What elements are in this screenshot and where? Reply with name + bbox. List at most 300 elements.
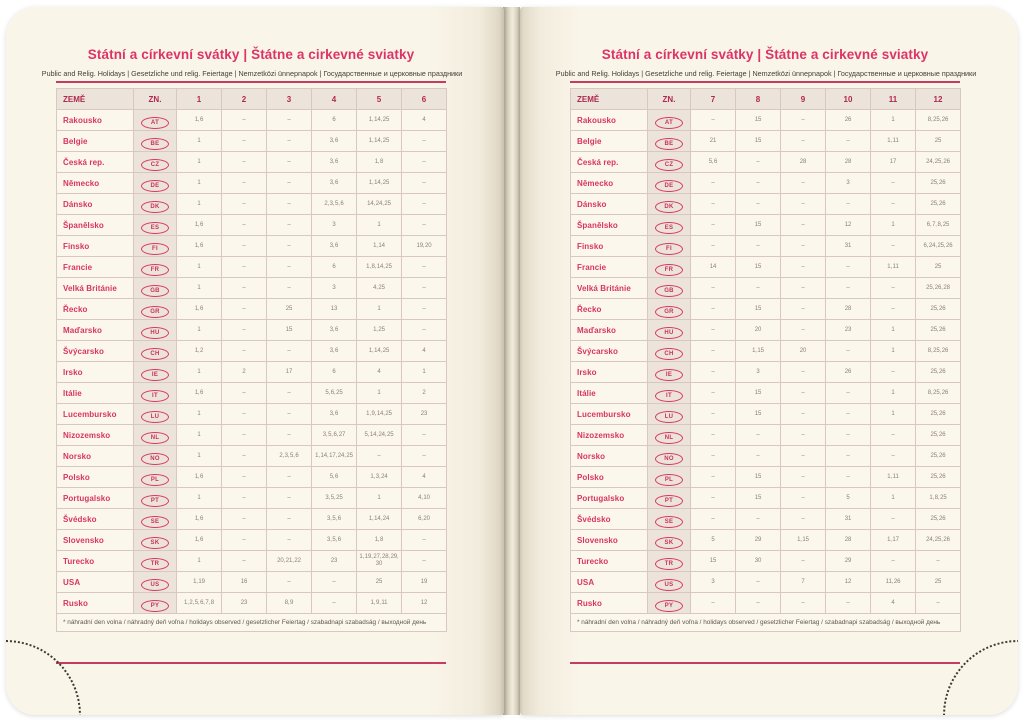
country-code-cell — [134, 236, 177, 257]
country-code-cell — [134, 173, 177, 194]
holiday-days-cell: – — [222, 320, 267, 341]
holiday-days-cell: 25, 26 — [916, 404, 961, 425]
holiday-days-cell: 25, 26 — [916, 467, 961, 488]
holiday-days-cell: – — [267, 173, 312, 194]
code-column-header: ZN. — [134, 89, 177, 110]
table-row — [57, 593, 447, 614]
holiday-days-cell: 25, 26 — [916, 425, 961, 446]
holiday-days-cell: 1 — [871, 341, 916, 362]
country-code-cell — [648, 572, 691, 593]
holiday-days-cell: 5 — [691, 530, 736, 551]
holiday-days-cell: – — [222, 110, 267, 131]
country-name: Maďarsko — [571, 320, 648, 341]
holiday-days-cell: – — [826, 194, 871, 215]
holiday-days-cell: 25 — [916, 257, 961, 278]
country-code-cell — [134, 488, 177, 509]
country-code-cell — [648, 551, 691, 572]
holiday-days-cell: – — [267, 488, 312, 509]
holiday-days-cell: 1, 15 — [781, 530, 826, 551]
holiday-days-cell: 14 — [691, 257, 736, 278]
country-code-badge: AT — [655, 117, 683, 129]
table-row — [57, 362, 447, 383]
holiday-days-cell: 1 — [402, 362, 447, 383]
month-column-header: 2 — [222, 89, 267, 110]
table-row — [57, 320, 447, 341]
country-name: Lucembursko — [57, 404, 134, 425]
table-row — [571, 194, 961, 215]
table-row — [571, 509, 961, 530]
holiday-days-cell: 25, 26 — [916, 299, 961, 320]
table-row — [571, 215, 961, 236]
holiday-days-cell: 1 — [177, 320, 222, 341]
table-row — [57, 173, 447, 194]
holiday-days-cell: 28 — [826, 530, 871, 551]
country-code-badge: SE — [655, 516, 683, 528]
header-row — [571, 89, 961, 110]
country-name: Dánsko — [57, 194, 134, 215]
country-code-badge: PL — [655, 474, 683, 486]
table-row — [57, 488, 447, 509]
holiday-days-cell: 1 — [357, 299, 402, 320]
holiday-days-cell: 8, 25, 26 — [916, 341, 961, 362]
country-code-cell — [134, 446, 177, 467]
holiday-days-cell: – — [826, 257, 871, 278]
holiday-days-cell: 14, 24, 25 — [357, 194, 402, 215]
diary-page-left — [6, 7, 504, 715]
table-row — [571, 404, 961, 425]
holiday-days-cell: – — [267, 152, 312, 173]
country-name: Maďarsko — [57, 320, 134, 341]
holiday-days-cell: 5, 6, 25 — [312, 383, 357, 404]
country-code-cell — [648, 509, 691, 530]
holiday-days-cell: 1, 6 — [177, 215, 222, 236]
country-code-badge: IT — [141, 390, 169, 402]
country-name: Německo — [571, 173, 648, 194]
holiday-days-cell: – — [781, 488, 826, 509]
footer-rule — [570, 662, 960, 664]
holiday-days-cell: 3, 5, 6 — [312, 509, 357, 530]
holiday-days-cell: 15 — [691, 551, 736, 572]
holiday-days-cell: – — [222, 341, 267, 362]
holiday-days-cell: 1, 2 — [177, 341, 222, 362]
page-subtitle: Public and Relig. Holidays | Gesetzliche und relig. Feiertage | Nemzetközi ünnepnapok | Государственные и церковные праздники — [41, 69, 463, 78]
diary-page-right — [520, 7, 1018, 715]
holiday-days-cell: 25, 26 — [916, 362, 961, 383]
holiday-days-cell: – — [781, 593, 826, 614]
table-row — [57, 446, 447, 467]
country-code-cell — [648, 425, 691, 446]
country-name: Dánsko — [571, 194, 648, 215]
holiday-days-cell: 3 — [826, 173, 871, 194]
holiday-days-cell: – — [781, 194, 826, 215]
table-row — [571, 173, 961, 194]
holiday-days-cell: – — [312, 593, 357, 614]
holiday-days-cell: – — [781, 278, 826, 299]
holiday-days-cell: 1 — [357, 383, 402, 404]
country-code-badge: FI — [141, 243, 169, 255]
holiday-days-cell: – — [402, 551, 447, 572]
holiday-days-cell: – — [781, 320, 826, 341]
holiday-days-cell: – — [691, 236, 736, 257]
country-name: Česká rep. — [571, 152, 648, 173]
country-name: Belgie — [571, 131, 648, 152]
holiday-days-cell: 15 — [736, 488, 781, 509]
country-code-badge: TR — [655, 558, 683, 570]
holiday-days-cell: 8, 9 — [267, 593, 312, 614]
holiday-days-cell: 1, 11 — [871, 467, 916, 488]
holiday-days-cell: – — [781, 173, 826, 194]
holiday-days-cell: 6 — [312, 362, 357, 383]
country-code-badge: DE — [141, 180, 169, 192]
holiday-days-cell: – — [871, 194, 916, 215]
holiday-days-cell: – — [871, 278, 916, 299]
holiday-days-cell: 3, 6 — [312, 131, 357, 152]
holiday-days-cell: 25 — [916, 572, 961, 593]
holiday-days-cell: – — [691, 362, 736, 383]
country-code-cell — [648, 110, 691, 131]
holiday-days-cell: 1 — [177, 173, 222, 194]
holiday-days-cell: 1 — [177, 131, 222, 152]
holiday-days-cell: 12 — [826, 572, 871, 593]
holiday-days-cell: 30 — [736, 551, 781, 572]
holiday-days-cell: 1, 14, 17, 24, 25 — [312, 446, 357, 467]
holiday-days-cell: 4 — [402, 110, 447, 131]
holiday-days-cell: 6 — [312, 257, 357, 278]
holiday-days-cell: – — [267, 194, 312, 215]
holiday-days-cell: – — [871, 509, 916, 530]
country-code-cell — [134, 467, 177, 488]
holiday-days-cell: – — [736, 593, 781, 614]
holiday-days-cell: 26 — [826, 110, 871, 131]
holiday-days-cell: 4, 25 — [357, 278, 402, 299]
holiday-days-cell: – — [402, 215, 447, 236]
month-column-header: 10 — [826, 89, 871, 110]
holiday-days-cell: 29 — [736, 530, 781, 551]
holiday-days-cell: 1 — [177, 152, 222, 173]
footnote-text: * náhradní den volna / náhradný deň voľna / holidays observed / gesetzlicher Feiertag / szabadnapi szabadság / выходной день — [571, 614, 961, 632]
holiday-days-cell: – — [781, 383, 826, 404]
holiday-days-cell: 1, 9, 14, 25 — [357, 404, 402, 425]
holiday-days-cell: 3, 5, 25 — [312, 488, 357, 509]
country-code-cell — [134, 194, 177, 215]
holiday-days-cell: – — [402, 152, 447, 173]
country-code-badge: US — [141, 579, 169, 591]
holiday-days-cell: 23 — [222, 593, 267, 614]
holiday-days-cell: 1, 6 — [177, 467, 222, 488]
holiday-days-cell: 1, 6 — [177, 110, 222, 131]
table-row — [57, 572, 447, 593]
holiday-days-cell: 1, 9, 11 — [357, 593, 402, 614]
holiday-days-cell: 12 — [402, 593, 447, 614]
country-code-badge: DK — [655, 201, 683, 213]
country-code-cell — [648, 383, 691, 404]
holiday-days-cell: 3, 6 — [312, 152, 357, 173]
country-code-cell — [648, 173, 691, 194]
holiday-days-cell: 1 — [871, 404, 916, 425]
country-name: Turecko — [57, 551, 134, 572]
holiday-days-cell: 8, 25, 26 — [916, 110, 961, 131]
holiday-days-cell: 6, 7, 8, 25 — [916, 215, 961, 236]
holiday-days-cell: 1 — [871, 488, 916, 509]
table-row — [571, 152, 961, 173]
holiday-days-cell: – — [222, 299, 267, 320]
holiday-days-cell: – — [691, 425, 736, 446]
country-code-badge: IT — [655, 390, 683, 402]
holiday-days-cell: 25, 26 — [916, 320, 961, 341]
holiday-days-cell: – — [736, 152, 781, 173]
table-row — [57, 215, 447, 236]
country-name: Německo — [57, 173, 134, 194]
country-code-cell — [648, 131, 691, 152]
country-name: Velká Británie — [571, 278, 648, 299]
holiday-days-cell: 15 — [736, 131, 781, 152]
country-name: Velká Británie — [57, 278, 134, 299]
holiday-days-cell: – — [222, 509, 267, 530]
country-code-cell — [648, 362, 691, 383]
holiday-days-cell: 19 — [402, 572, 447, 593]
holiday-days-cell: 1, 3, 24 — [357, 467, 402, 488]
holiday-days-cell: 31 — [826, 236, 871, 257]
month-column-header: 5 — [357, 89, 402, 110]
country-code-cell — [134, 320, 177, 341]
holiday-days-cell: – — [222, 530, 267, 551]
holiday-days-cell: – — [402, 446, 447, 467]
holiday-days-cell: 6, 20 — [402, 509, 447, 530]
holiday-days-cell: – — [781, 131, 826, 152]
holiday-days-cell: 25 — [916, 131, 961, 152]
country-code-cell — [648, 467, 691, 488]
country-name: Švýcarsko — [571, 341, 648, 362]
country-code-badge: NL — [655, 432, 683, 444]
country-code-badge: NL — [141, 432, 169, 444]
country-code-cell — [134, 572, 177, 593]
holiday-days-cell: – — [781, 110, 826, 131]
country-code-cell — [648, 152, 691, 173]
holiday-days-cell: 1, 6 — [177, 530, 222, 551]
table-row — [571, 488, 961, 509]
holiday-days-cell: – — [781, 551, 826, 572]
holiday-days-cell: 24, 25, 26 — [916, 530, 961, 551]
country-code-badge: BE — [141, 138, 169, 150]
holiday-days-cell: 29 — [826, 551, 871, 572]
holiday-days-cell: 15 — [736, 467, 781, 488]
country-code-badge: ES — [655, 222, 683, 234]
holiday-days-cell: 6 — [312, 110, 357, 131]
country-code-cell — [134, 299, 177, 320]
table-row — [571, 383, 961, 404]
holiday-days-cell: 2 — [402, 383, 447, 404]
table-row — [571, 278, 961, 299]
table-row — [57, 530, 447, 551]
holiday-days-cell: 1, 14, 25 — [357, 341, 402, 362]
country-code-badge: LU — [141, 411, 169, 423]
country-code-badge: LU — [655, 411, 683, 423]
holiday-days-cell: 1, 11 — [871, 131, 916, 152]
country-code-badge: ES — [141, 222, 169, 234]
country-code-cell — [648, 257, 691, 278]
holiday-days-cell: – — [736, 446, 781, 467]
holiday-days-cell: – — [402, 299, 447, 320]
holiday-days-cell: – — [402, 131, 447, 152]
table-row — [57, 299, 447, 320]
holiday-days-cell: 8, 25, 26 — [916, 383, 961, 404]
holiday-days-cell: – — [826, 404, 871, 425]
holiday-days-cell: 1, 19 — [177, 572, 222, 593]
country-code-cell — [648, 341, 691, 362]
holiday-days-cell: – — [267, 341, 312, 362]
country-code-badge: PT — [655, 495, 683, 507]
table-row — [571, 341, 961, 362]
holiday-days-cell: 3 — [736, 362, 781, 383]
country-code-cell — [134, 131, 177, 152]
holiday-days-cell: – — [691, 194, 736, 215]
holiday-days-cell: 1, 8 — [357, 530, 402, 551]
holiday-days-cell: – — [691, 383, 736, 404]
holiday-days-cell: – — [267, 278, 312, 299]
holiday-days-cell: 5 — [826, 488, 871, 509]
country-code-cell — [134, 425, 177, 446]
holiday-days-cell: – — [267, 530, 312, 551]
country-code-cell — [134, 509, 177, 530]
country-code-cell — [134, 152, 177, 173]
holiday-days-cell: 25, 26, 28 — [916, 278, 961, 299]
code-column-header: ZN. — [648, 89, 691, 110]
month-column-header: 4 — [312, 89, 357, 110]
holiday-days-cell: – — [402, 278, 447, 299]
footnote-text: * náhradní den volna / náhradný deň voľna / holidays observed / gesetzlicher Feiertag / szabadnapi szabadság / выходной день — [57, 614, 447, 632]
holiday-days-cell: – — [267, 467, 312, 488]
holiday-days-cell: – — [222, 425, 267, 446]
country-code-badge: PY — [655, 600, 683, 612]
holiday-days-cell: – — [781, 467, 826, 488]
holiday-days-cell: 15 — [736, 110, 781, 131]
subtitle-rule — [570, 81, 960, 83]
holiday-days-cell: – — [222, 215, 267, 236]
table-row — [57, 152, 447, 173]
holiday-days-cell: – — [402, 173, 447, 194]
page-subtitle: Public and Relig. Holidays | Gesetzliche und relig. Feiertage | Nemzetközi ünnepnapok | Государственные и церковные праздники — [555, 69, 977, 78]
holiday-days-cell: – — [222, 278, 267, 299]
country-name: Rusko — [571, 593, 648, 614]
holiday-days-cell: – — [691, 488, 736, 509]
country-code-badge: GR — [141, 306, 169, 318]
holiday-days-cell: 26 — [826, 362, 871, 383]
country-code-badge: FR — [141, 264, 169, 276]
holiday-days-cell: – — [826, 278, 871, 299]
country-name: USA — [571, 572, 648, 593]
country-name: Rakousko — [571, 110, 648, 131]
holiday-days-cell: 5, 6 — [691, 152, 736, 173]
country-name: Norsko — [571, 446, 648, 467]
country-code-cell — [134, 215, 177, 236]
country-name: Švýcarsko — [57, 341, 134, 362]
country-code-badge: AT — [141, 117, 169, 129]
country-name: Belgie — [57, 131, 134, 152]
holiday-days-cell: – — [267, 404, 312, 425]
holiday-days-cell: 15 — [267, 320, 312, 341]
country-code-badge: IE — [655, 369, 683, 381]
country-name: Rusko — [57, 593, 134, 614]
holiday-days-cell: – — [402, 320, 447, 341]
table-row — [57, 551, 447, 572]
holiday-days-cell: – — [781, 299, 826, 320]
country-name: Itálie — [57, 383, 134, 404]
country-code-badge: GR — [655, 306, 683, 318]
holiday-days-cell: – — [826, 593, 871, 614]
country-code-badge: CH — [655, 348, 683, 360]
country-code-badge: PT — [141, 495, 169, 507]
country-code-badge: CH — [141, 348, 169, 360]
country-code-cell — [648, 215, 691, 236]
page-title: Státní a církevní svátky | Štátne a cirkevné sviatky — [601, 47, 929, 62]
country-code-badge: TR — [141, 558, 169, 570]
holiday-days-cell: 20, 21, 22 — [267, 551, 312, 572]
holiday-days-cell: – — [691, 299, 736, 320]
holiday-days-cell: 1, 6 — [177, 509, 222, 530]
country-code-cell — [134, 551, 177, 572]
country-code-cell — [134, 278, 177, 299]
holiday-days-cell: – — [826, 446, 871, 467]
holiday-days-cell: 3, 5, 6 — [312, 530, 357, 551]
holiday-days-cell: 3, 6 — [312, 236, 357, 257]
holiday-days-cell: – — [691, 467, 736, 488]
holiday-days-cell: 1 — [177, 194, 222, 215]
country-code-cell — [134, 404, 177, 425]
holiday-days-cell: – — [781, 215, 826, 236]
country-code-badge: NO — [655, 453, 683, 465]
book-spine — [503, 7, 520, 715]
table-row — [57, 194, 447, 215]
country-code-cell — [134, 383, 177, 404]
holiday-days-cell: 25, 26 — [916, 173, 961, 194]
holiday-days-cell: 1, 6 — [177, 299, 222, 320]
holiday-days-cell: – — [736, 194, 781, 215]
table-row — [571, 446, 961, 467]
month-column-header: 6 — [402, 89, 447, 110]
holiday-days-cell: 2, 3, 5, 6 — [312, 194, 357, 215]
country-name: Irsko — [57, 362, 134, 383]
holiday-days-cell: 1 — [177, 404, 222, 425]
holiday-days-cell: 1, 11 — [871, 257, 916, 278]
holiday-days-cell: – — [402, 194, 447, 215]
holiday-days-cell: 23 — [402, 404, 447, 425]
country-column-header: ZEMĚ — [571, 89, 648, 110]
holiday-days-cell: 2, 3, 5, 6 — [267, 446, 312, 467]
table-row — [571, 362, 961, 383]
corner-perforation-dots — [943, 640, 1018, 715]
holiday-days-cell: 1, 14, 25 — [357, 110, 402, 131]
holidays-table-jul-dec — [570, 88, 961, 632]
country-code-badge: BE — [655, 138, 683, 150]
table-row — [57, 425, 447, 446]
table-row — [57, 467, 447, 488]
holiday-days-cell: 1, 8, 25 — [916, 488, 961, 509]
month-column-header: 1 — [177, 89, 222, 110]
country-name: Itálie — [571, 383, 648, 404]
month-column-header: 9 — [781, 89, 826, 110]
country-code-cell — [134, 257, 177, 278]
holiday-days-cell: – — [736, 425, 781, 446]
table-row — [57, 131, 447, 152]
holiday-days-cell: 5, 14, 24, 25 — [357, 425, 402, 446]
holiday-days-cell: – — [871, 236, 916, 257]
country-code-cell — [648, 593, 691, 614]
holiday-days-cell: 1, 6 — [177, 236, 222, 257]
holiday-days-cell: – — [691, 215, 736, 236]
holiday-days-cell: 1 — [871, 215, 916, 236]
holiday-days-cell: – — [312, 572, 357, 593]
holiday-days-cell: – — [267, 383, 312, 404]
